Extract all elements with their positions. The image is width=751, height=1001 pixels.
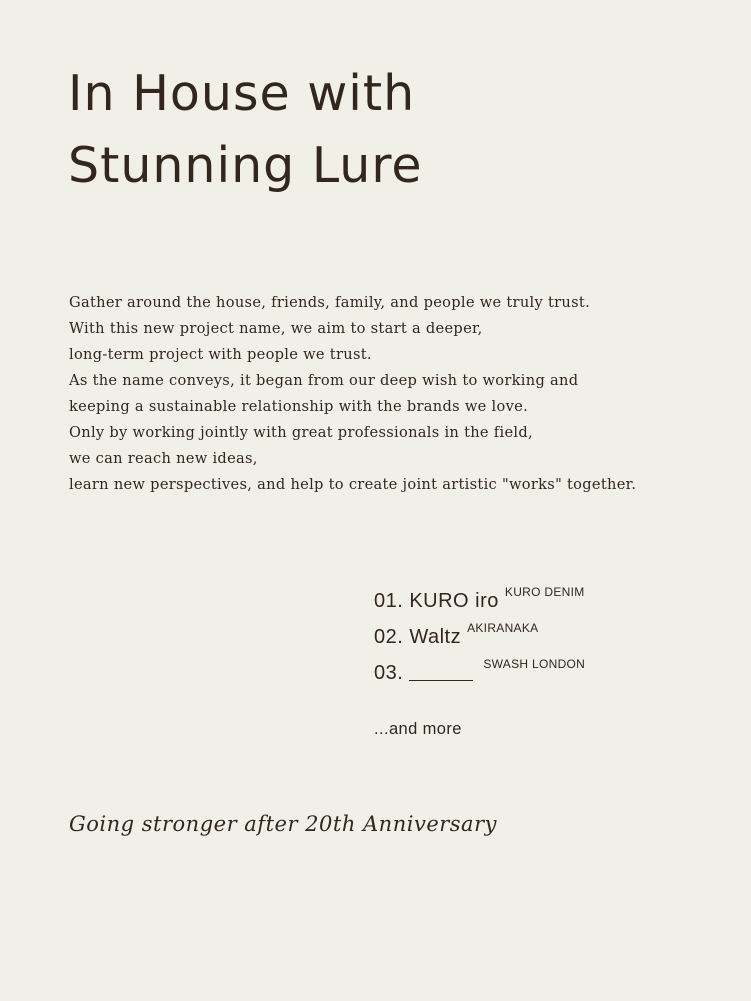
project-item <box>374 612 585 648</box>
intro-paragraph <box>69 290 739 498</box>
anniversary-tagline: Going stronger after 20th Anniversary <box>69 812 497 836</box>
project-number: 02. <box>374 626 404 648</box>
intro-line: long-term project with people we trust. <box>69 346 372 363</box>
project-item <box>374 648 585 684</box>
intro-line: keeping a sustainable relationship with the brands we love. <box>69 398 529 415</box>
page-title-line-2: Stunning Lure <box>68 137 423 194</box>
project-list <box>374 576 585 684</box>
page-title <box>68 58 423 202</box>
project-name-blank <box>409 666 473 681</box>
page-title-line-1: In House with <box>68 65 416 122</box>
intro-line: Only by working jointly with great professionals in the field, <box>69 424 533 441</box>
project-name: KURO iro <box>409 590 499 612</box>
intro-line: learn new perspectives, and help to create joint artistic "works" together. <box>69 476 637 493</box>
project-item <box>374 576 585 612</box>
project-number: 03. <box>374 662 404 684</box>
intro-line: As the name conveys, it began from our deep wish to working and <box>69 372 579 389</box>
project-brand: AKIRANAKA <box>467 621 539 635</box>
intro-line: Gather around the house, friends, family, and people we truly trust. <box>69 294 591 311</box>
and-more-link[interactable]: ...and more <box>374 720 462 738</box>
project-brand: SWASH LONDON <box>483 657 586 671</box>
project-brand: KURO DENIM <box>504 585 585 599</box>
project-number: 01. <box>374 590 404 612</box>
intro-line: we can reach new ideas, <box>69 450 258 467</box>
intro-line: With this new project name, we aim to start a deeper, <box>69 320 483 337</box>
project-name: Waltz <box>409 626 462 648</box>
